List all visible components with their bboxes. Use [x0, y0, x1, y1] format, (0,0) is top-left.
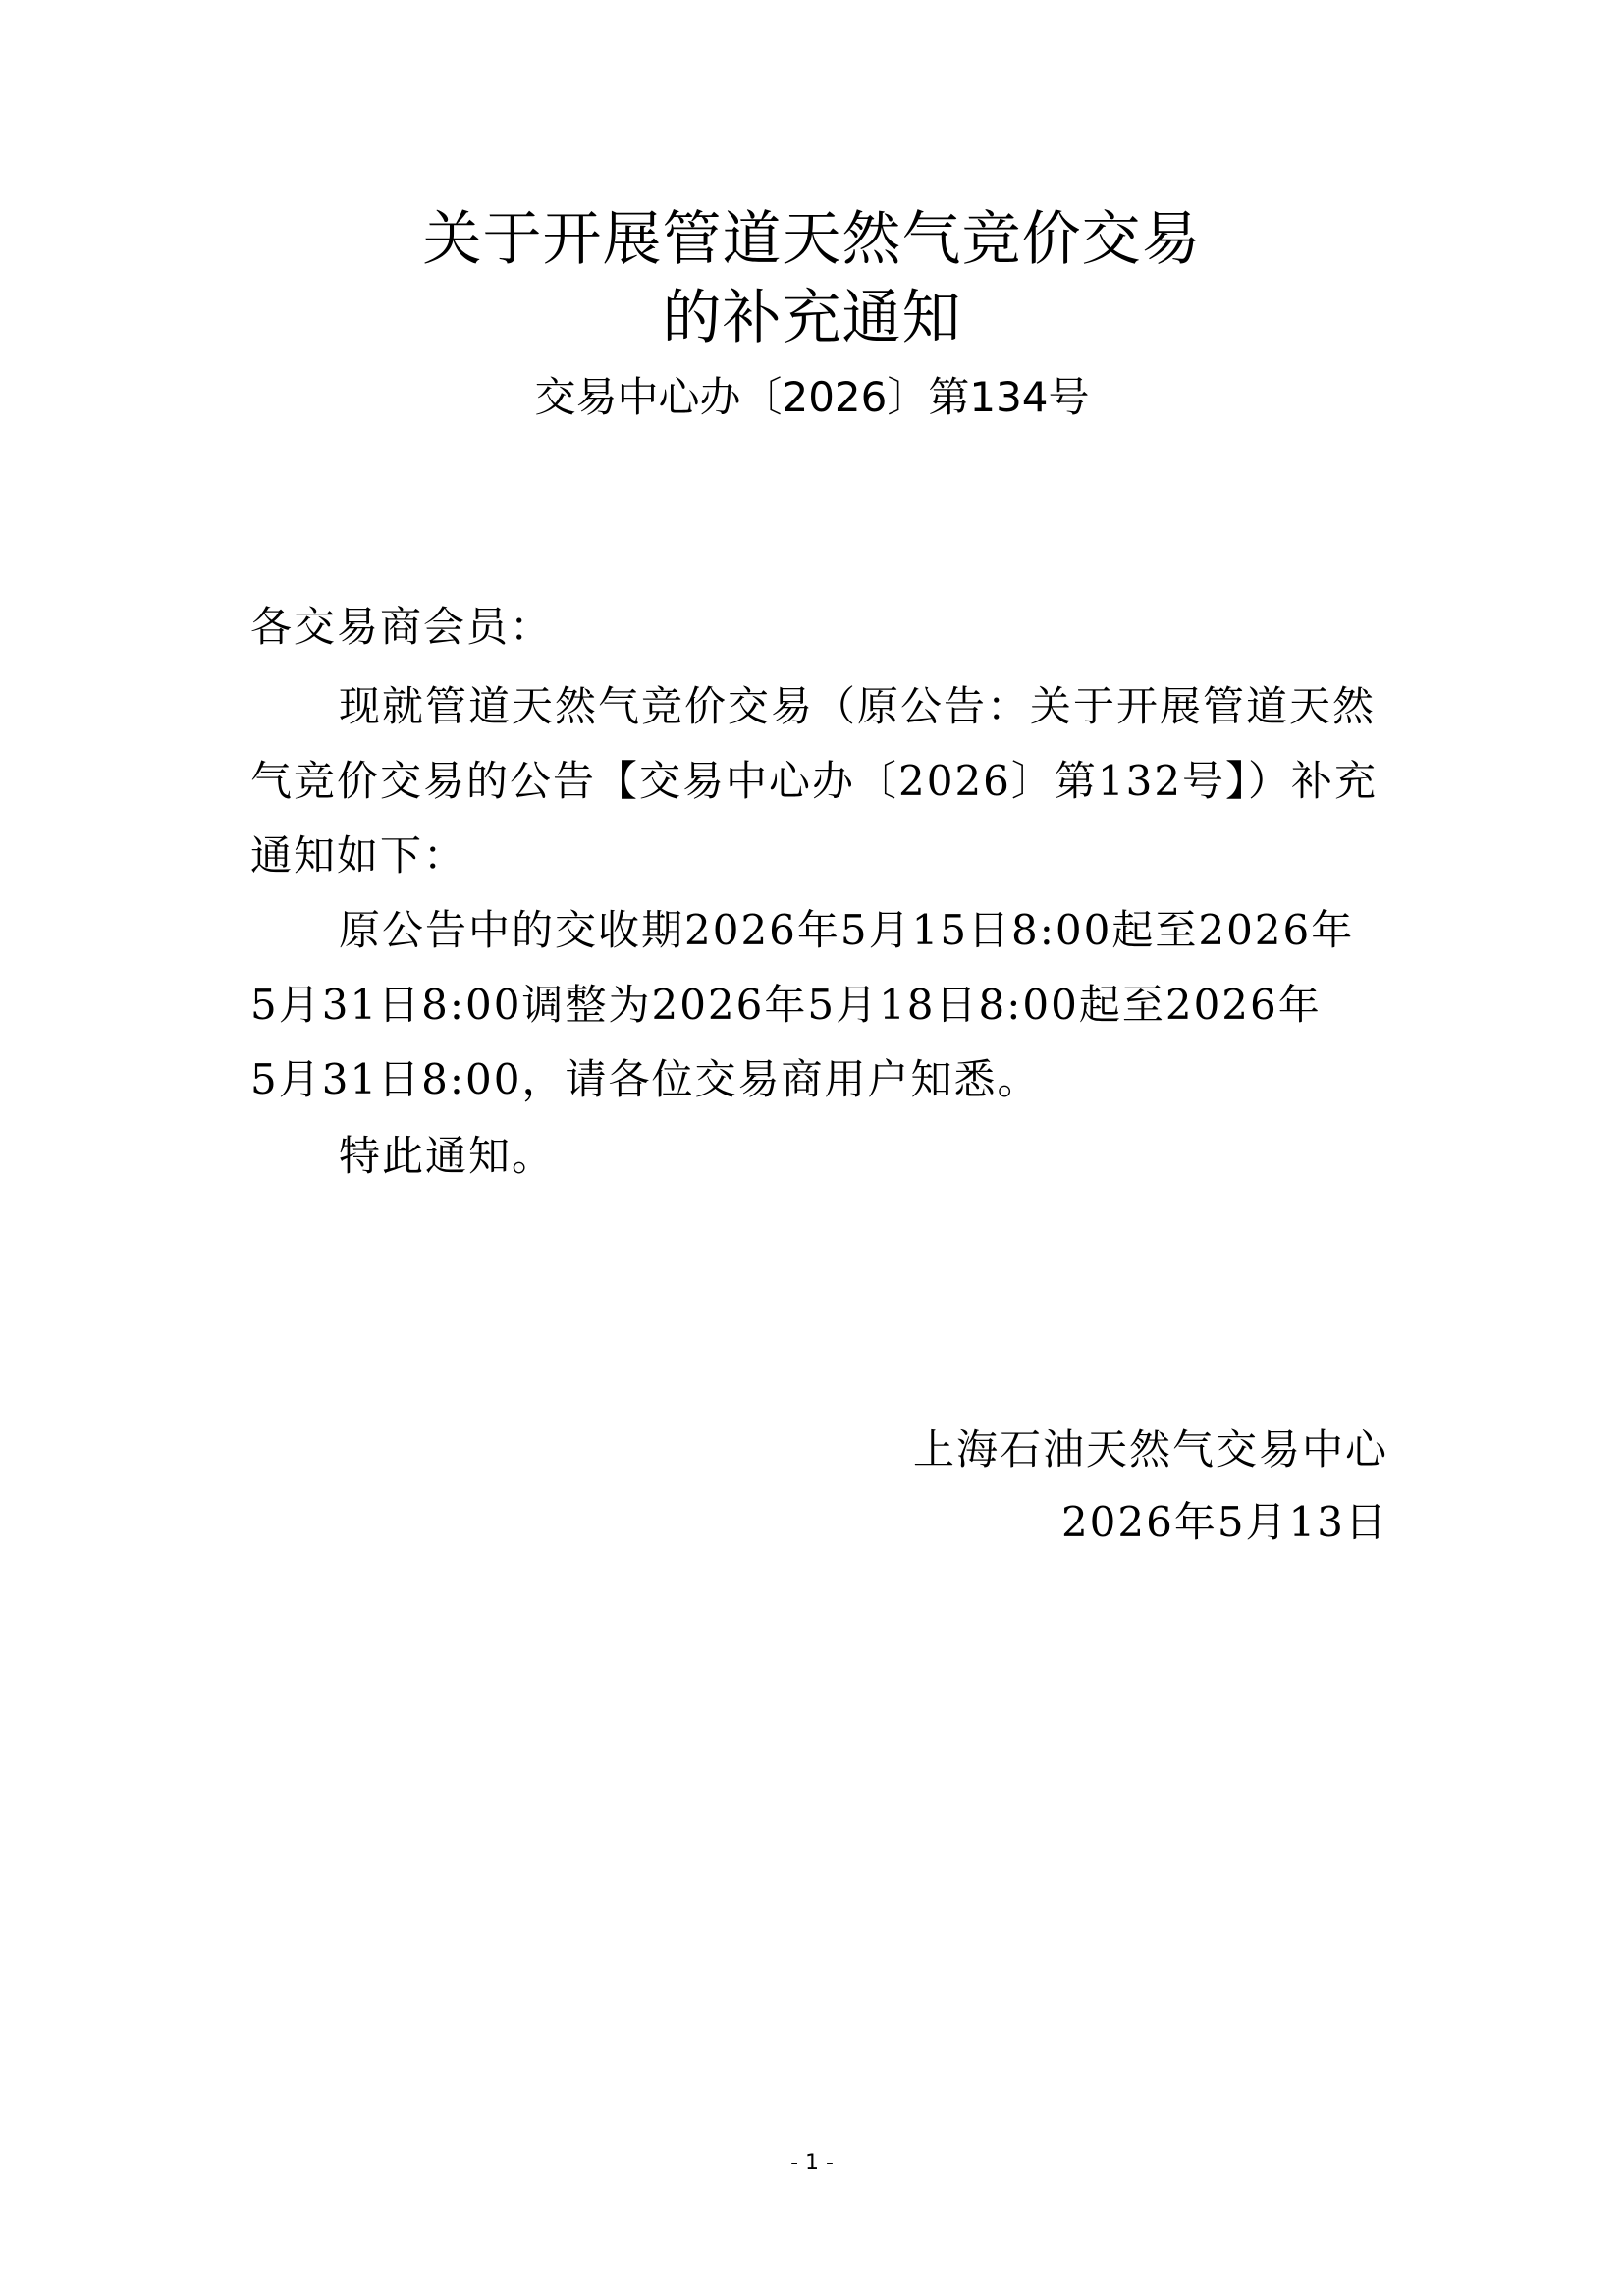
paragraph-2-line-3: 5月31日8:00，请各位交易商用户知悉。	[250, 1055, 1041, 1103]
signature-date: 2026年5月13日	[1060, 1498, 1388, 1546]
closing-remark: 特此通知。	[339, 1132, 556, 1180]
signature-organization: 上海石油天然气交易中心	[912, 1425, 1388, 1473]
paragraph-1-line-2: 气竞价交易的公告【交易中心办〔2026〕第132号】）补充	[250, 757, 1379, 805]
paragraph-1-line-3: 通知如下：	[250, 831, 467, 880]
paragraph-2-line-2: 5月31日8:00调整为2026年5月18日8:00起至2026年	[250, 981, 1322, 1029]
document-title-line-2: 的补充通知	[662, 284, 962, 352]
paragraph-2-line-1: 原公告中的交收期2026年5月15日8:00起至2026年	[339, 906, 1355, 954]
document-number: 交易中心办〔2026〕第134号	[534, 373, 1090, 421]
page-number: - 1 -	[790, 2151, 834, 2175]
document-title-line-1: 关于开展管道天然气竞价交易	[422, 205, 1202, 274]
paragraph-1-line-1: 现就管道天然气竞价交易（原公告：关于开展管道天然	[339, 682, 1377, 730]
salutation: 各交易商会员：	[250, 603, 554, 651]
